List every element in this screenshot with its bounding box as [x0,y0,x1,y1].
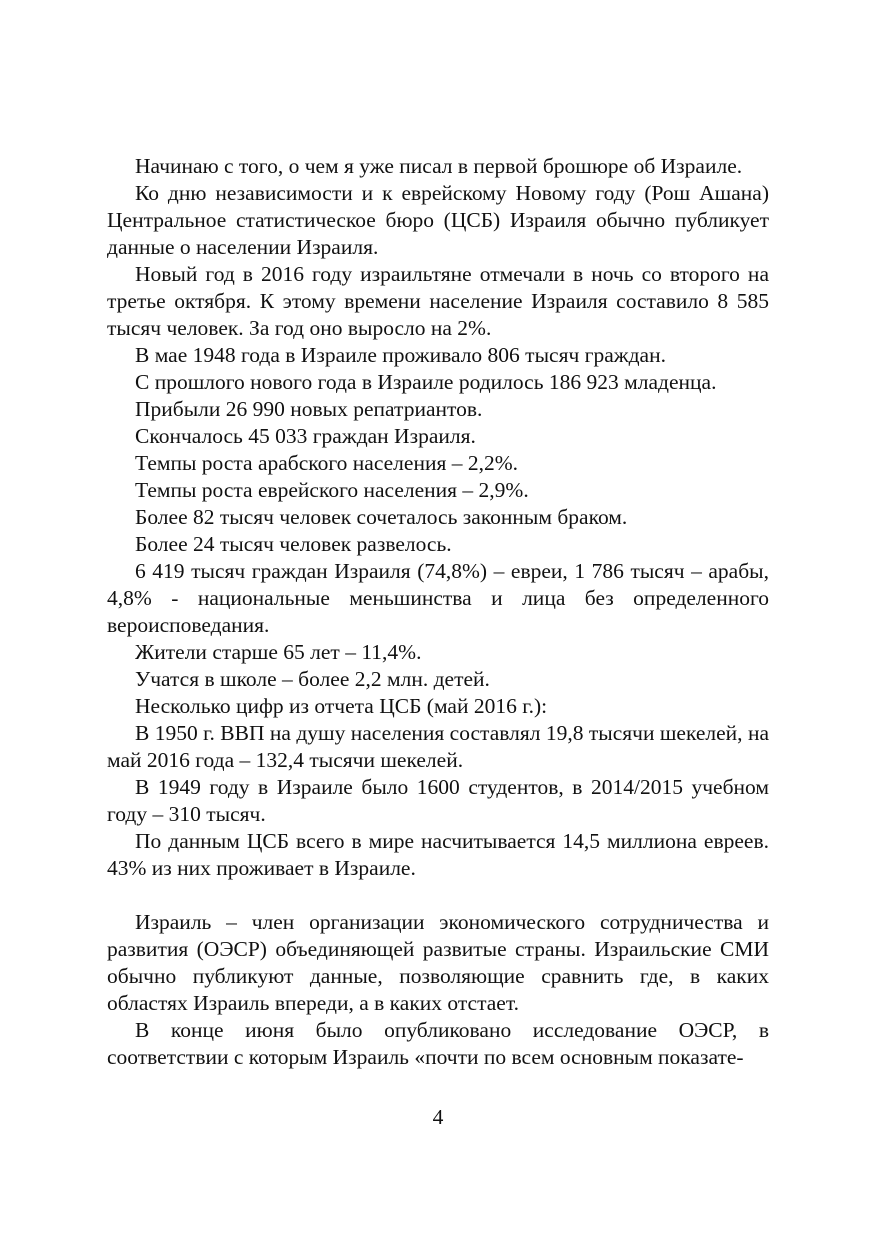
section-oecd [107,909,769,1071]
paragraph: 6 419 тысяч граждан Израиля (74,8%) – евреи, 1 786 тысяч – арабы, 4,8% - национальные меньшинства и лица без определенного вероисповедания. [107,559,769,637]
paragraph: Несколько цифр из отчета ЦСБ (май 2016 г.): [135,694,548,718]
paragraph: В мае 1948 года в Израиле проживало 806 тысяч граждан. [135,343,666,367]
page-number: 4 [432,1105,444,1129]
paragraph: Начинаю с того, о чем я уже писал в первой брошюре об Израиле. [135,154,743,178]
paragraph: Ко дню независимости и к еврейскому Новому году (Рош Ашана) Центральное статистическое бюро (ЦСБ) Израиля обычно публикует данные о населении Израиля. [107,181,769,259]
paragraph: С прошлого нового года в Израиле родилось 186 923 младенца. [135,370,717,394]
paragraph: Скончалось 45 033 граждан Израиля. [135,424,476,448]
paragraph: Прибыли 26 990 новых репатриантов. [135,397,483,421]
paragraph: Израиль – член организации экономического сотрудничества и развития (ОЭСР) объединяющей развитые страны. Израильские СМИ обычно публикуют данные, позволяющие сравнить где, в каких областях Израиль впереди, а в каких отстает. [107,910,769,1015]
page-body [107,153,769,1071]
paragraph: В конце июня было опубликовано исследование ОЭСР, в соответствии с которым Израиль «почти по всем основным показате- [107,1018,769,1069]
paragraph: Жители старше 65 лет – 11,4%. [135,640,422,664]
paragraph: Более 24 тысяч человек развелось. [135,532,452,556]
section-spacer [107,882,769,909]
section-population-stats [107,153,769,882]
paragraph: Учатся в школе – более 2,2 млн. детей. [135,667,490,691]
paragraph: В 1950 г. ВВП на душу населения составлял 19,8 тысячи шекелей, на май 2016 года – 132,4 тысячи шекелей. [107,721,769,772]
paragraph: Новый год в 2016 году израильтяне отмечали в ночь со второго на третье октября. К этому времени население Израиля составило 8 585 тысяч человек. За год оно выросло на 2%. [107,262,769,340]
paragraph: Темпы роста арабского населения – 2,2%. [135,451,519,475]
paragraph: Более 82 тысяч человек сочеталось законным браком. [135,505,628,529]
paragraph: В 1949 году в Израиле было 1600 студентов, в 2014/2015 учебном году – 310 тысяч. [107,775,769,826]
paragraph: По данным ЦСБ всего в мире насчитывается 14,5 миллиона евреев. 43% из них проживает в Израиле. [107,829,769,880]
paragraph: Темпы роста еврейского населения – 2,9%. [135,478,529,502]
